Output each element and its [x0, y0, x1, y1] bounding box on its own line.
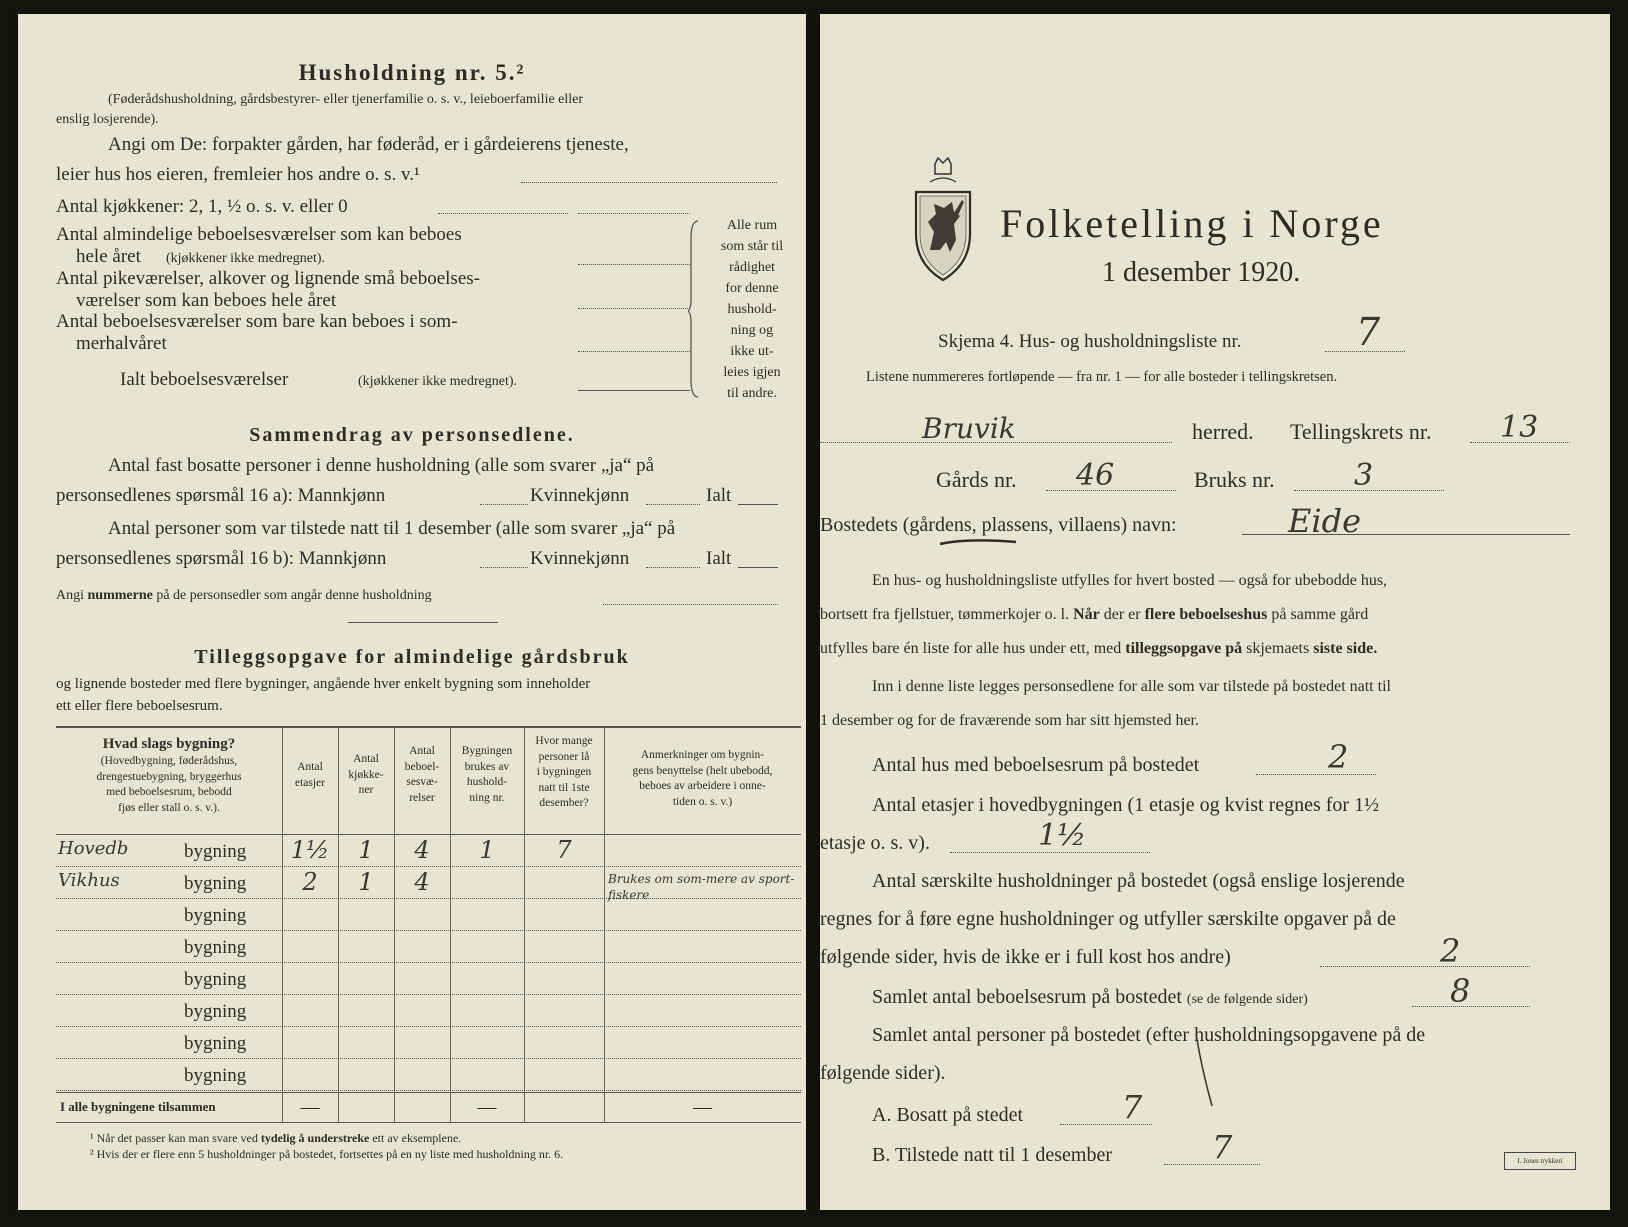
table-row — [56, 996, 801, 1028]
table-row — [56, 868, 801, 900]
angi-line-1: Angi om De: forpakter gården, har føderåd, er i gårdeierens tjeneste, — [108, 134, 629, 155]
tellingskrets-value: 13 — [1500, 410, 1539, 445]
para1-line-2 — [820, 606, 1368, 624]
skjema-label: Skjema 4. Hus- og husholdningsliste nr. — [938, 331, 1242, 352]
row-label: bygning — [184, 1001, 247, 1022]
printer-stamp: I. Jones trykkeri — [1504, 1152, 1576, 1170]
samlet-personer-line-2: følgende sider). — [820, 1062, 946, 1084]
tilstede-value: 7 — [1212, 1128, 1233, 1166]
ialt-note: (kjøkkener ikke medregnet). — [358, 374, 517, 389]
row-label: bygning — [184, 841, 247, 862]
bosatt-label: A. Bosatt på stedet — [872, 1104, 1024, 1126]
kjokkener-answer-line — [578, 213, 690, 214]
para1-line-1: En hus- og husholdningsliste utfylles for hvert bosted — også for ubebodde hus, — [872, 572, 1388, 589]
intro-line-1: (Føderådshusholdning, gårdsbestyrer- eller tjenerfamilie o. s. v., leieboerfamilie eller — [108, 92, 584, 107]
col-header-line: beboel- — [404, 760, 440, 773]
col-header-line: Antal — [297, 761, 323, 773]
table-row — [56, 1028, 801, 1060]
kjokkener-label: Antal kjøkkener: 2, 1, ½ o. s. v. eller 0 — [56, 196, 348, 217]
row-cell-anmerkninger: Brukes om som-mere av sport-fiskere — [608, 872, 795, 902]
etasjer-value: 1½ — [1038, 818, 1087, 853]
saer-value: 2 — [1440, 932, 1461, 970]
fast-ialt-label: Ialt — [706, 485, 732, 506]
summary-title: Sammendrag av personsedlene. — [249, 424, 575, 446]
col-header-line: brukes av — [464, 760, 510, 773]
pike-line-2: værelser som kan beboes hele året — [76, 290, 337, 311]
para1-text: bortsett fra fjellstuer, tømmerkojer o. l. — [820, 606, 1070, 623]
side-note-line: Alle rum — [726, 218, 778, 233]
handwritten-stroke — [1192, 1030, 1218, 1110]
total-husholdning: — — [477, 1097, 497, 1118]
row-rule — [56, 1058, 801, 1059]
para1-text: skjemaets — [1246, 640, 1310, 657]
alm-line-2: hele året — [76, 246, 141, 267]
etasjer-line-2: etasje o. s. v). — [820, 832, 930, 854]
row-cell-etasjer: 2 — [302, 868, 318, 896]
para1-bold: flere beboelseshus — [1144, 606, 1268, 623]
side-note-line: som står til — [720, 239, 784, 254]
footnote-2: ² Hvis der er flere enn 5 husholdninger på bostedet, fortsettes på en ny liste med husholdning nr. 6. — [90, 1147, 564, 1161]
table-row — [56, 964, 801, 996]
row-cell-etasjer: 1½ — [290, 836, 330, 864]
para1-text: på samme gård — [1271, 606, 1369, 623]
col-header-anmerkninger — [604, 748, 801, 810]
side-note-line: ikke ut- — [730, 344, 774, 359]
sommer-line-1: Antal beboelsesværelser som bare kan beboes i som- — [56, 311, 458, 332]
bostedets-label: Bostedets (gårdens, plassens, villaens) navn: — [820, 514, 1177, 536]
nummerne-answer-line — [603, 604, 778, 605]
para1-bold: tilleggsopgave på — [1125, 640, 1243, 657]
tellingskrets-label: Tellingskrets nr. — [1290, 419, 1432, 444]
row-rule — [56, 866, 801, 867]
col-header-line: med beboelsesrum, bebodd — [106, 786, 232, 799]
footnote-1-text: ¹ Når det passer kan man svare ved — [90, 1131, 258, 1145]
col-header-line: personer lå — [538, 750, 590, 763]
ialt-label: Ialt beboelsesværelser — [120, 369, 289, 390]
census-date: 1 desember 1920. — [1102, 257, 1301, 288]
side-note-brace — [688, 219, 702, 399]
skjema-nr-value: 7 — [1356, 310, 1381, 354]
side-note-line: ning og — [730, 323, 774, 338]
col-header-line: Hvor mange — [535, 735, 593, 747]
row-rule — [56, 1026, 801, 1027]
col-header-husholdning — [450, 744, 524, 806]
building-table — [56, 726, 801, 1126]
tillegg-line-1: og lignende bosteder med flere bygninger, angående hver enkelt bygning som inneholder — [56, 676, 591, 692]
col-header-line: Antal — [409, 745, 435, 757]
para2-line-1: Inn i denne liste legges personsedlene for alle som var tilstede på bostedet natt til — [872, 678, 1391, 695]
col-header-line: gens benyttelse (helt ubebodd, — [632, 764, 773, 777]
row-rule — [56, 994, 801, 995]
table-row — [56, 900, 801, 932]
herred-value: Bruvik — [922, 412, 1016, 445]
row-cell-vaerelser: 4 — [414, 868, 430, 896]
col-header-line: ner — [358, 784, 374, 797]
alm-line-1: Antal almindelige beboelsesværelser som kan beboes — [56, 224, 462, 245]
para2-line-2: 1 desember og for de fraværende som har sitt hjemsted her. — [820, 712, 1199, 729]
row-rule — [56, 1090, 801, 1091]
col-header-vaerelser — [394, 744, 450, 806]
para1-bold: siste side. — [1313, 640, 1378, 657]
alm-answer-line — [578, 264, 690, 265]
para1-bold: Når — [1073, 606, 1100, 623]
fast-kvinne-label: Kvinnekjønn — [530, 485, 630, 506]
tilstede-label: B. Tilstede natt til 1 desember — [872, 1144, 1112, 1166]
col-header-line: Antal — [353, 753, 379, 765]
col-header-type — [56, 734, 282, 816]
census-title: Folketelling i Norge — [1000, 201, 1384, 246]
row-label: bygning — [184, 873, 247, 894]
row-label: bygning — [184, 905, 247, 926]
nummerne-bold: nummerne — [87, 588, 153, 603]
row-cell-hush: 1 — [479, 836, 495, 864]
gards-label: Gårds nr. — [936, 467, 1017, 492]
col-header-etasjer — [282, 760, 338, 791]
side-note-line: hushold- — [727, 302, 777, 317]
pike-line-1: Antal pikeværelser, alkover og lignende små beboelses- — [56, 268, 480, 289]
col-header-line: relser — [409, 791, 435, 804]
col-header-line: tiden o. s. v.) — [672, 795, 733, 808]
col-header-line: i bygningen — [536, 766, 592, 779]
col-header-line: kjøkke- — [348, 768, 384, 781]
col-header-line: Anmerkninger om bygnin- — [640, 749, 765, 761]
alm-line-2-note: (kjøkkener ikke medregnet). — [166, 251, 325, 266]
listene-note: Listene nummereres fortløpende — fra nr. 1 — for alle bosteder i tellingskretsen. — [866, 369, 1338, 385]
nummerne-line — [56, 588, 432, 603]
row-cell-kjokkener: 1 — [358, 868, 374, 896]
samlet-rum-answer-line — [1412, 1006, 1530, 1007]
left-page — [18, 14, 806, 1210]
row-building-type: Hovedb — [58, 838, 129, 859]
col-header-line: natt til 1ste — [538, 781, 590, 794]
underline-stroke — [938, 536, 1018, 548]
col-header-line: ning nr. — [469, 791, 505, 804]
samlet-rum-label — [872, 986, 1308, 1008]
para1-text: utfylles bare én liste for alle hus under ett, med — [820, 640, 1122, 657]
samlet-personer-line-1: Samlet antal personer på bostedet (efter husholdningsopgavene på de — [872, 1024, 1426, 1046]
etasjer-line-1: Antal etasjer i hovedbygningen (1 etasje og kvist regnes for 1½ — [872, 794, 1380, 816]
fast-ialt-line — [738, 504, 778, 505]
table-header-rule — [56, 834, 801, 835]
total-label: I alle bygningene tilsammen — [60, 1099, 216, 1114]
col-header-type-title: Hvad slags bygning? — [102, 736, 236, 752]
sommer-answer-line — [578, 351, 690, 352]
footnote-1-end: ett av eksemplene. — [372, 1131, 462, 1145]
saer-line-3: følgende sider, hvis de ikke er i full kost hos andre) — [820, 946, 1231, 968]
row-cell-personer: 7 — [556, 836, 572, 864]
col-header-line: fjøs eller stall o. s. v.). — [118, 801, 220, 814]
para1-line-3 — [820, 640, 1377, 658]
col-header-line: hushold- — [466, 776, 508, 789]
col-header-line: desember? — [539, 797, 589, 810]
col-header-line: sesvæ- — [406, 776, 438, 789]
row-label: bygning — [184, 1033, 247, 1054]
side-note-line: til andre. — [727, 386, 777, 401]
hus-answer-line — [1256, 774, 1376, 775]
col-header-line: (Hovedbygning, føderådshus, — [100, 755, 238, 768]
tilstede-line-1: Antal personer som var tilstede natt til 1 desember (alle som svarer „ja“ på — [108, 518, 676, 539]
side-note — [704, 215, 800, 404]
tillegg-title: Tilleggsopgave for almindelige gårdsbruk — [194, 646, 630, 668]
col-header-personer — [524, 734, 604, 812]
bruks-value: 3 — [1354, 458, 1374, 493]
tilstede-ialt-line — [738, 567, 778, 568]
para1-text: der er — [1103, 606, 1141, 623]
saer-line-2: regnes for å føre egne husholdninger og utfyller særskilte opgaver på de — [820, 908, 1396, 930]
table-row — [56, 836, 801, 868]
total-etasjer: — — [300, 1097, 320, 1118]
household-title: Husholdning nr. 5.² — [298, 60, 526, 85]
row-label: bygning — [184, 937, 247, 958]
nummerne-rest: på de personsedler som angår denne husholdning — [156, 588, 432, 603]
row-rule — [56, 962, 801, 963]
right-page — [820, 14, 1610, 1210]
row-building-type: Vikhus — [58, 870, 120, 891]
fast-line-1: Antal fast bosatte personer i denne husholdning (alle som svarer „ja“ på — [108, 455, 655, 476]
samlet-rum-value: 8 — [1450, 972, 1471, 1010]
col-header-kjokkener — [338, 752, 394, 799]
table-row — [56, 1060, 801, 1092]
nummerne-prefix: Angi — [56, 588, 84, 603]
samlet-rum-text: Samlet antal beboelsesrum på bostedet — [872, 986, 1182, 1008]
herred-label: herred. — [1192, 419, 1254, 444]
side-note-line: rådighet — [729, 260, 775, 275]
row-cell-vaerelser: 4 — [414, 836, 430, 864]
tilstede-ialt-label: Ialt — [706, 548, 732, 569]
col-header-line: Bygningen — [461, 745, 513, 757]
pike-answer-line — [578, 308, 690, 309]
tilstede-mann-line — [480, 567, 528, 568]
tilstede-kvinne-line — [646, 567, 700, 568]
row-rule — [56, 930, 801, 931]
ialt-answer-line — [578, 390, 690, 391]
norwegian-coat-of-arms-icon — [908, 156, 978, 286]
col-header-line: beboes av arbeidere i onne- — [639, 780, 766, 793]
angi-line-2: leier hus hos eieren, fremleier hos andre o. s. v.¹ — [56, 164, 420, 185]
footnote-1 — [90, 1132, 461, 1145]
fast-line-2: personsedlenes spørsmål 16 a): Mannkjønn — [56, 485, 386, 506]
table-bottom-rule — [56, 1122, 801, 1123]
tilstede-kvinne-label: Kvinnekjønn — [530, 548, 630, 569]
fast-kvinne-line — [646, 504, 700, 505]
kjokkener-dots — [438, 213, 568, 214]
bostedets-value: Eide — [1288, 502, 1362, 540]
tillegg-line-2: ett eller flere beboelsesrum. — [56, 698, 223, 714]
section-divider — [348, 622, 498, 623]
footnote-1-bold: tydelig å understreke — [260, 1131, 370, 1145]
saer-answer-line — [1320, 966, 1530, 967]
table-top-rule — [56, 726, 801, 728]
side-note-line: leies igjen — [723, 365, 781, 380]
sommer-line-2: merhalvåret — [76, 333, 167, 354]
tilstede-line-2: personsedlenes spørsmål 16 b): Mannkjønn — [56, 548, 387, 569]
table-total-rule — [56, 1092, 801, 1093]
total-anmerkninger: — — [693, 1097, 712, 1118]
hus-label: Antal hus med beboelsesrum på bostedet — [872, 754, 1200, 776]
samlet-rum-note: (se de følgende sider) — [1186, 992, 1308, 1007]
col-header-line: etasjer — [294, 776, 325, 789]
fast-mann-line — [480, 504, 528, 505]
bosatt-value: 7 — [1122, 1088, 1143, 1126]
saer-line-1: Antal særskilte husholdninger på bostedet (også enslige losjerende — [872, 870, 1405, 892]
row-label: bygning — [184, 969, 247, 990]
row-cell-kjokkener: 1 — [358, 836, 374, 864]
intro-line-2: enslig losjerende). — [56, 112, 159, 127]
side-note-line: for denne — [725, 281, 779, 296]
col-header-line: drengestuebygning, bryggerhus — [96, 770, 242, 783]
angi-answer-line — [521, 182, 777, 183]
gards-value: 46 — [1076, 458, 1115, 493]
bruks-label: Bruks nr. — [1194, 467, 1275, 492]
row-label: bygning — [184, 1065, 247, 1086]
table-row — [56, 932, 801, 964]
hus-value: 2 — [1328, 738, 1349, 776]
